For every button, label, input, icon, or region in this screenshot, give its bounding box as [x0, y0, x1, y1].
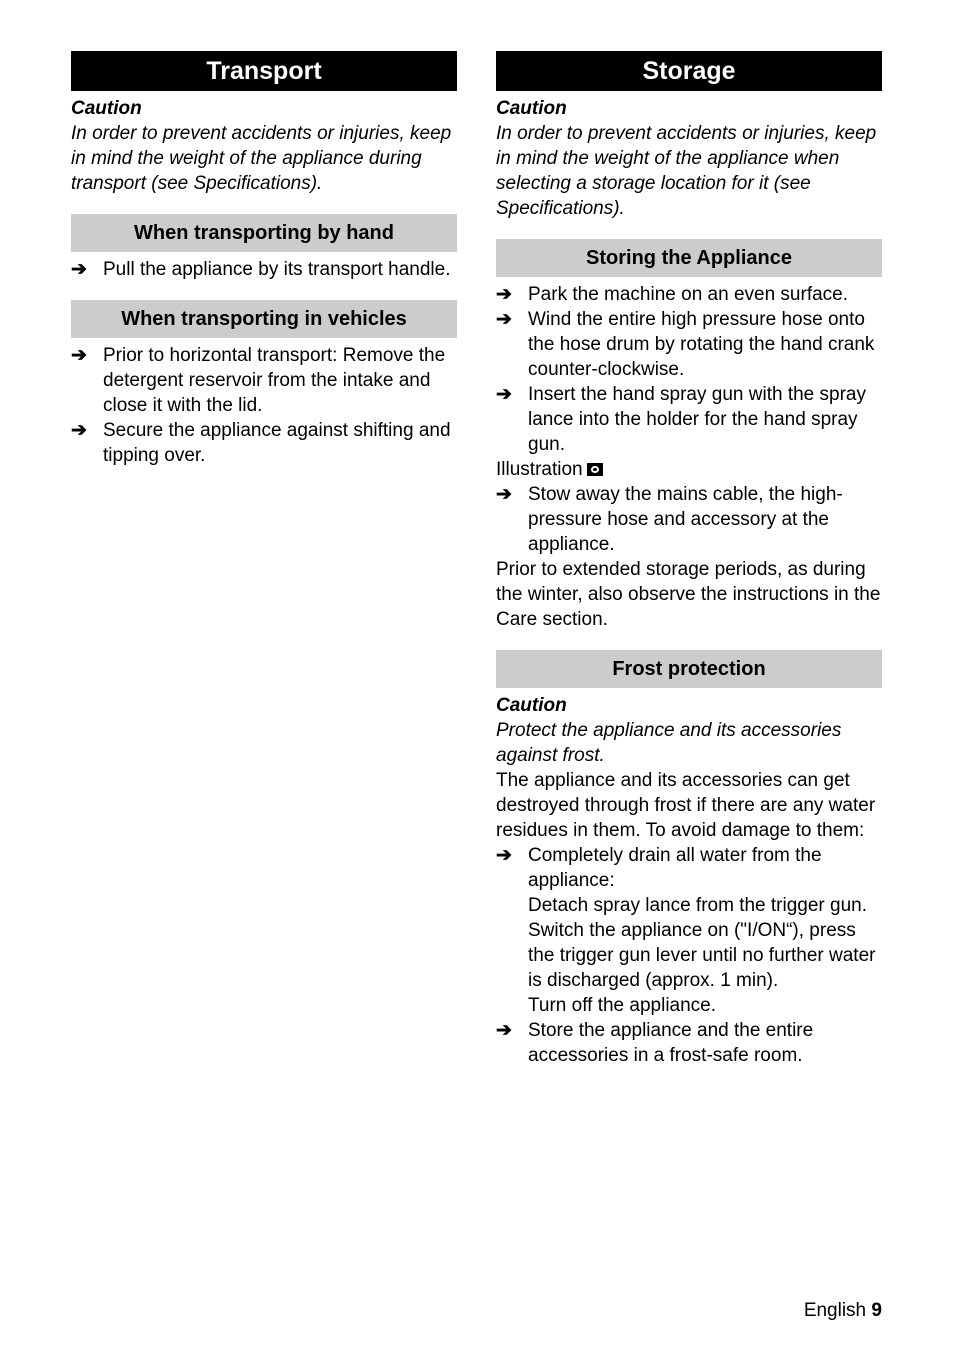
storing-heading: Storing the Appliance — [496, 239, 882, 277]
list-item-text: Pull the appliance by its transport handle. — [103, 259, 451, 280]
storage-column — [496, 51, 882, 1068]
list-item — [496, 843, 882, 1018]
arrow-right-icon: ➔ — [496, 309, 512, 330]
list-item-text: Secure the appliance against shifting and tipping over. — [103, 420, 451, 466]
list-item-text: Park the machine on an even surface. — [528, 284, 849, 305]
list-item — [496, 1018, 882, 1068]
list-item-text: Store the appliance and the entire accessories in a frost-safe room. — [528, 1020, 814, 1066]
arrow-right-icon: ➔ — [71, 345, 87, 366]
transport-column — [71, 51, 457, 468]
drain-step: Switch the appliance on ("I/ON“), press the trigger gun lever until no further water is discharged (approx. 1 min). — [528, 920, 876, 991]
drain-instructions — [528, 843, 882, 1018]
footer-language: English — [803, 1300, 867, 1321]
storage-caution-label: Caution — [496, 98, 567, 119]
arrow-right-icon: ➔ — [496, 484, 512, 505]
list-item-text: Stow away the mains cable, the high-pressure hose and accessory at the appliance. — [528, 484, 843, 555]
transport-heading: Transport — [71, 51, 457, 91]
arrow-right-icon: ➔ — [496, 284, 512, 305]
frost-intro: The appliance and its accessories can get destroyed through frost if there are any water residues in them. To avoid damage to them: — [496, 770, 876, 841]
frost-heading: Frost protection — [496, 650, 882, 688]
arrow-right-icon: ➔ — [71, 259, 87, 280]
list-item-text: Wind the entire high pressure hose onto the hose drum by rotating the hand crank counter-clockwise. — [528, 309, 875, 380]
list-item — [496, 382, 882, 457]
drain-lead: Completely drain all water from the appliance: — [528, 845, 822, 891]
list-item — [71, 257, 457, 282]
list-item — [71, 418, 457, 468]
list-item — [71, 343, 457, 418]
illustration-marker-icon — [587, 463, 603, 476]
page-number: 9 — [871, 1300, 882, 1321]
list-item — [496, 482, 882, 557]
arrow-right-icon: ➔ — [496, 384, 512, 405]
frost-caution-label: Caution — [496, 695, 567, 716]
drain-step: Turn off the appliance. — [528, 995, 717, 1016]
drain-step: Detach spray lance from the trigger gun. — [528, 895, 868, 916]
storage-heading: Storage — [496, 51, 882, 91]
extended-storage-note: Prior to extended storage periods, as during the winter, also observe the instructions in the Care section. — [496, 559, 881, 630]
list-item — [496, 307, 882, 382]
list-item-text: Insert the hand spray gun with the spray lance into the holder for the hand spray gun. — [528, 384, 866, 455]
frost-caution-text: Protect the appliance and its accessories against frost. — [496, 720, 842, 766]
arrow-right-icon: ➔ — [496, 1020, 512, 1041]
illustration-label: Illustration — [496, 459, 583, 480]
arrow-right-icon: ➔ — [496, 845, 512, 866]
list-item-text: Prior to horizontal transport: Remove the detergent reservoir from the intake and close it with the lid. — [103, 345, 446, 416]
by-hand-heading: When transporting by hand — [71, 214, 457, 252]
in-vehicles-heading: When transporting in vehicles — [71, 300, 457, 338]
illustration-reference — [496, 457, 882, 482]
transport-caution-text: In order to prevent accidents or injuries, keep in mind the weight of the appliance during transport (see Specifications). — [71, 123, 452, 194]
list-item — [496, 282, 882, 307]
arrow-right-icon: ➔ — [71, 420, 87, 441]
transport-caution-label: Caution — [71, 98, 142, 119]
page-footer — [804, 1300, 882, 1322]
storage-caution-text: In order to prevent accidents or injuries, keep in mind the weight of the appliance when selecting a storage location for it (see Specifications). — [496, 123, 877, 219]
